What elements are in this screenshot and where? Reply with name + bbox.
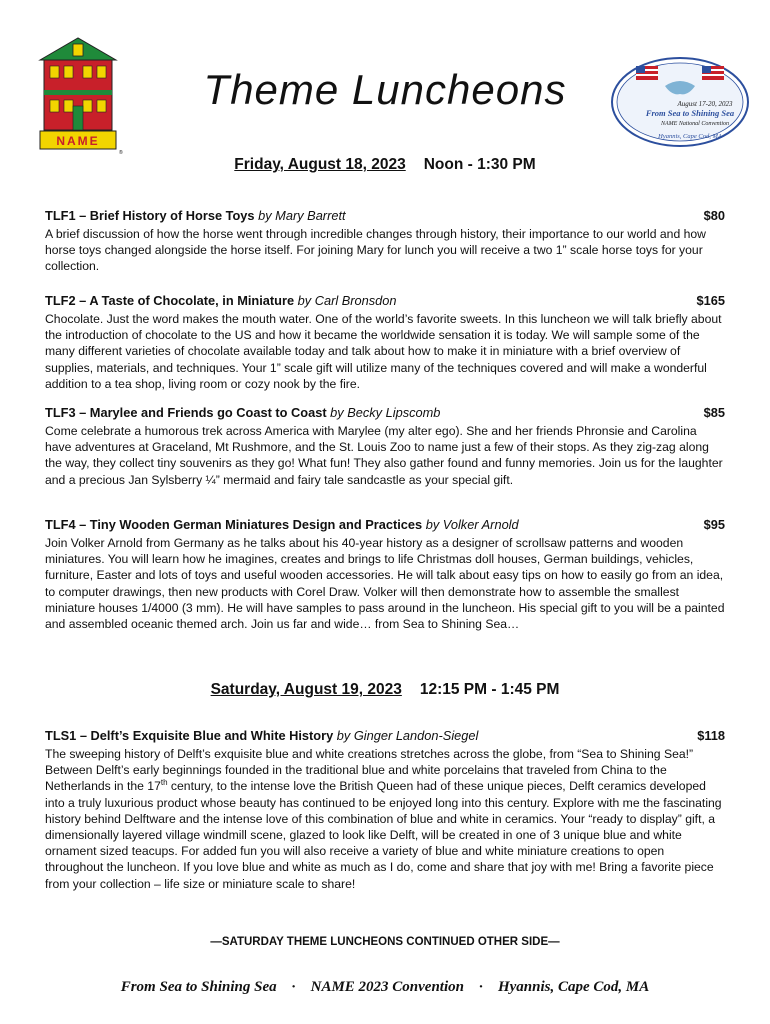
seal-name: From Sea to Shining Sea — [645, 108, 735, 118]
session-author: by Ginger Landon-Siegel — [336, 728, 479, 743]
session-title: TLF2 – A Taste of Chocolate, in Miniature — [45, 293, 295, 308]
page-footer — [0, 979, 770, 996]
session-tlf2 — [45, 293, 725, 392]
session-price: $80 — [703, 208, 725, 223]
footer-separator: · — [478, 979, 484, 995]
footer-tagline: From Sea to Shining Sea — [120, 979, 277, 995]
session-description: Chocolate. Just the word makes the mouth water. One of the world’s favorite sweets. In this luncheon we will talk briefly about the introduction of chocolate to the US and how it became the worldwide sensation it is today. We will sample some of the many different varieties of chocolate available today and talk about how to make it in miniature with a brief overview of supplies, materials, and techniques. Your 1” scale gift will utilize many of the techniques covered and will make a wonderful addition to a tea shop, living room or cozy nook by the fire. — [45, 312, 722, 391]
session-author: by Carl Bronsdon — [297, 293, 397, 308]
session-price: $165 — [696, 293, 725, 308]
session-author: by Becky Lipscomb — [330, 405, 441, 420]
session-tlf3 — [45, 405, 725, 488]
description-part-1: The sweeping history of Delft’s exquisite blue and white creations stretches across the globe, from “Sea to Shining Sea!” Between Delft’s early beginnings founded in the traditional blue and white porcelains that traveled from China to the Netherlands in the 17 — [45, 747, 694, 794]
session-description: Come celebrate a humorous trek across America with Marylee (my alter ego). She and her friends Phronsie and Carolina have adventures at Graceland, Mt Rushmore, and the St. Louis Zoo to name just a few of their stops. As they zig-zag along the way, they collect tiny souvenirs as they go! What fun! They also gather found and funny memories. Join us for the laughter and a precious Jan Sylsberry ¼” mermaid and fairy tale sandcastle as your special gift. — [45, 424, 723, 487]
saturday-date: Saturday, August 19, 2023 — [210, 681, 402, 698]
logo-text: NAME — [56, 134, 100, 148]
superscript: th — [160, 778, 168, 788]
session-author: by Mary Barrett — [258, 208, 346, 223]
seal-place: Hyannis, Cape Cod, MA — [658, 133, 722, 140]
session-price: $95 — [703, 517, 725, 532]
friday-date: Friday, August 18, 2023 — [234, 156, 406, 173]
session-tls1 — [45, 728, 725, 892]
saturday-time: 12:15 PM - 1:45 PM — [419, 681, 560, 698]
page-title: Theme Luncheons — [203, 66, 567, 113]
svg-text:®: ® — [119, 150, 123, 156]
continued-note: —SATURDAY THEME LUNCHEONS CONTINUED OTHER SIDE— — [210, 936, 560, 948]
session-header — [45, 208, 725, 224]
session-header — [45, 405, 725, 421]
session-tlf4 — [45, 517, 725, 632]
session-tlf1 — [45, 208, 725, 275]
session-description — [45, 746, 725, 892]
session-title: TLS1 – Delft’s Exquisite Blue and White History — [45, 728, 334, 743]
session-price: $85 — [703, 405, 725, 420]
session-price: $118 — [697, 728, 725, 743]
session-author: by Volker Arnold — [425, 517, 519, 532]
session-title: TLF1 – Brief History of Horse Toys — [45, 208, 255, 223]
session-description: Join Volker Arnold from Germany as he talks about his 40-year history as a designer of scrollsaw patterns and wooden miniatures. You will learn how he imagines, creates and brings to life Christmas doll houses, German buildings, vehicles, furniture, Easter and lots of toys and useful wooden accessories. He will talk about easy tips on how to easily go from an idea, to computer drawings, then new products with Corel Draw. Volker will then demonstrate how to assemble the smallest miniature houses 1/4000 (3 mm). He will have samples to pass around in the luncheon. His special gift to you will be a painted and assembled oceanic themed arch. Join us far and wide… from Sea to Shining Sea… — [45, 536, 725, 632]
session-title: TLF3 – Marylee and Friends go Coast to Coast — [45, 405, 327, 420]
footer-separator: · — [291, 979, 297, 995]
saturday-heading — [0, 681, 770, 699]
session-description: A brief discussion of how the horse went through incredible changes through history, their importance to our world and how horse toys changed alongside the horse itself. For joining Mary for lunch you will receive a two 1” scale horse toys for your collection. — [45, 227, 706, 274]
friday-time: Noon - 1:30 PM — [423, 156, 536, 173]
session-header — [45, 517, 725, 533]
friday-heading — [0, 156, 770, 174]
session-header — [45, 293, 725, 309]
seal-dates: August 17-20, 2023 — [677, 100, 733, 108]
footer-convention: NAME 2023 Convention — [310, 979, 464, 995]
session-title: TLF4 – Tiny Wooden German Miniatures Design and Practices — [45, 517, 423, 532]
description-part-2: century, to the intense love the British Queen had of these unique pieces, Delft ceramics developed into a truly luxurious product whose beauty has continued to be enjoyed long into this century. Explore with me the fascinating history behind Delftware and the intense love of this combination of blue and white in ceramics. Your “ready to display” gift, a dimensionally layered village windmill scene, glazed to look like Delft, will be created in one of 3 unique blue and white ornament sized teacups. For added fun you will also receive a variety of blue and white miniature creations to open throughout the luncheon. If you love blue and white as much as I do, come and share that joy with me! Bring a favorite piece from your collection – life size or miniature scale to share! — [45, 779, 722, 891]
footer-location: Hyannis, Cape Cod, MA — [497, 979, 650, 995]
session-header — [45, 728, 725, 744]
convention-seal — [610, 56, 750, 148]
seal-event: NAME National Convention — [661, 121, 729, 127]
